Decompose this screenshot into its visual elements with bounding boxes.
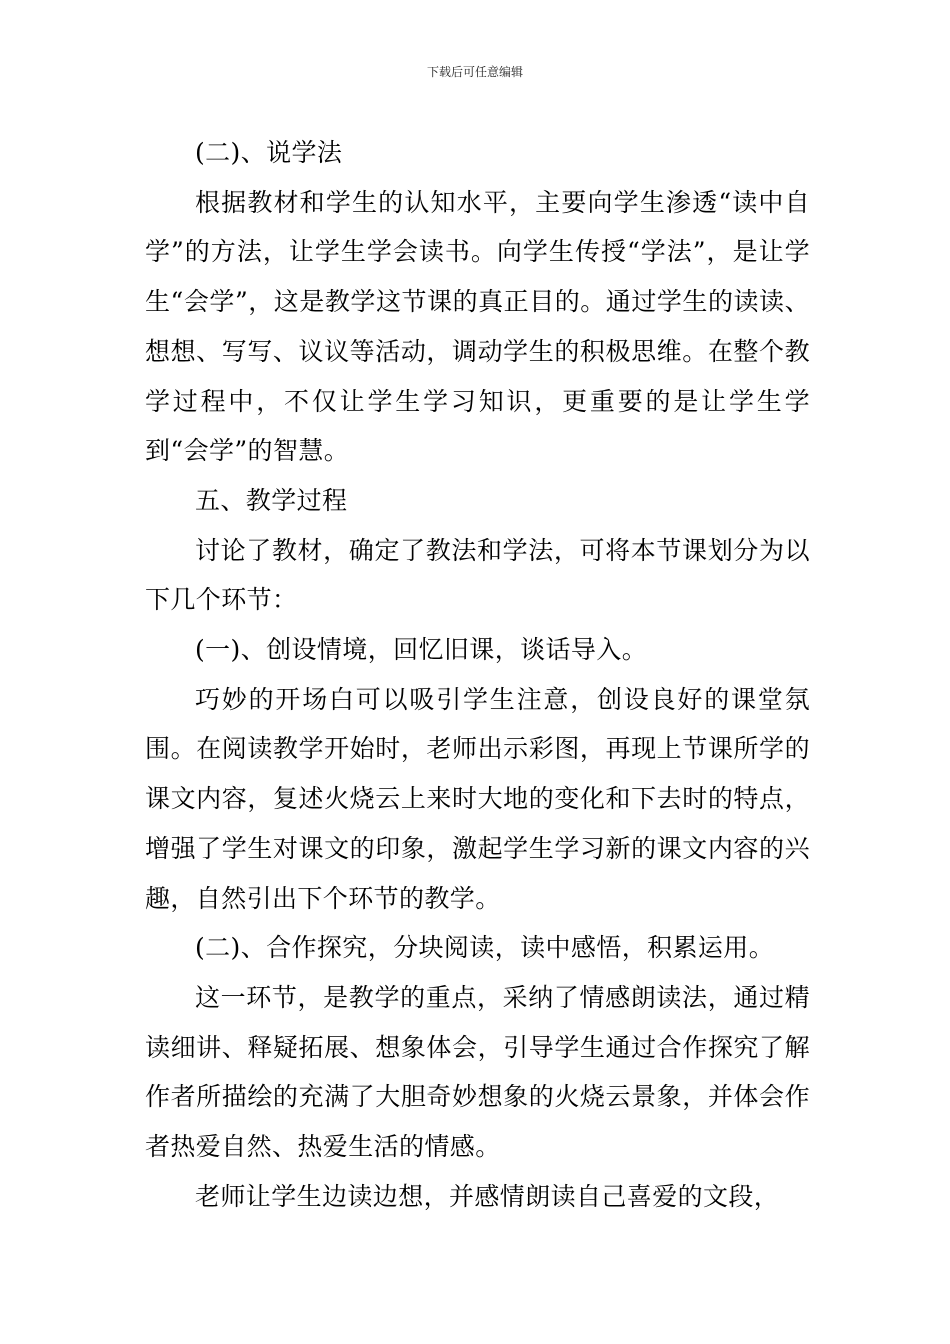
- paragraph-study-method: 根据教材和学生的认知水平，主要向学生渗透“读中自学”的方法，让学生学会读书。向学生传授“学法”，是让学生“会学”，这是教学这节课的真正目的。通过学生的读读、想想、写写、议议等活动，调动学生的积极思维。在整个教学过程中，不仅让学生学习知识，更重要的是让学生学到“会学”的智慧。: [145, 187, 810, 466]
- subsection-heading-introduction: (一)、创设情境，回忆旧课，谈话导入。: [195, 635, 648, 665]
- paragraph-introduction: 巧妙的开场白可以吸引学生注意，创设良好的课堂氛围。在阅读教学开始时，老师出示彩图，再现上节课所学的课文内容，复述火烧云上来时大地的变化和下去时的特点，增强了学生对课文的印象，激起学生学习新的课文内容的兴趣，自然引出下个环节的教学。: [145, 684, 810, 913]
- section-heading-study-method: (二)、说学法: [195, 138, 343, 167]
- paragraph-reading: 老师让学生边读边想，并感情朗读自己喜爱的文段，: [195, 1181, 780, 1211]
- paragraph-cooperative-inquiry: 这一环节，是教学的重点，采纳了情感朗读法，通过精读细讲、释疑拓展、想象体会，引导学生通过合作探究了解作者所描绘的充满了大胆奇妙想象的火烧云景象，并体会作者热爱自然、热爱生活的情感。: [145, 982, 810, 1162]
- section-heading-teaching-process: 五、教学过程: [195, 485, 348, 515]
- subsection-heading-cooperative-inquiry: (二)、合作探究，分块阅读，读中感悟，积累运用。: [195, 933, 775, 963]
- document-body: [145, 128, 810, 1221]
- paragraph-process-intro: 讨论了教材，确定了教法和学法，可将本节课划分为以下几个环节：: [145, 535, 810, 615]
- page-header: 下载后可任意编辑: [426, 65, 523, 79]
